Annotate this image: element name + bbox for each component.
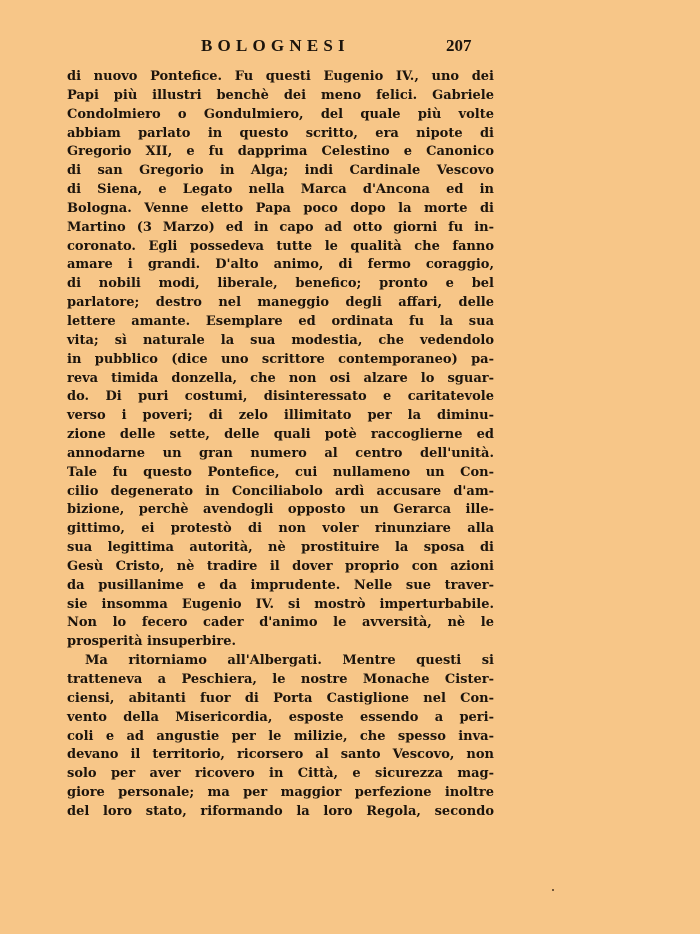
text-line: Bologna. Venne eletto Papa poco dopo la morte di — [67, 200, 494, 216]
text-line: Martino (3 Marzo) ed in capo ad otto giorni fu in- — [67, 219, 494, 235]
page-number: 207 — [446, 36, 472, 55]
text-line: del loro stato, riformando la loro Regola, secondo — [67, 803, 494, 819]
text-line: bizione, perchè avendogli opposto un Gerarca ille- — [67, 502, 494, 518]
text-line: di san Gregorio in Alga; indi Cardinale Vescovo — [67, 163, 494, 179]
text-line: da pusillanime e da imprudente. Nelle sue traver- — [67, 577, 494, 593]
text-line: sie insomma Eugenio IV. si mostrò imperturbabile. — [67, 596, 494, 612]
body-text — [67, 68, 494, 822]
text-line: do. Di puri costumi, disinteressato e caritatevole — [67, 389, 494, 405]
text-line: abbiam parlato in questo scritto, era nipote di — [67, 125, 494, 141]
text-line: lettere amante. Esemplare ed ordinata fu la sua — [67, 313, 494, 329]
text-line: verso i poveri; di zelo illimitato per la diminu- — [67, 408, 494, 424]
text-line: di Siena, e Legato nella Marca d'Ancona ed in — [67, 182, 494, 198]
paragraph-start-line: Ma ritorniamo all'Albergati. Mentre questi si — [85, 653, 494, 669]
text-line: Non lo fecero cader d'animo le avversità, nè le — [67, 615, 494, 631]
text-line: parlatore; destro nel maneggio degli affari, delle — [67, 295, 494, 311]
text-line: tratteneva a Peschiera, le nostre Monache Cister- — [67, 672, 494, 687]
text-line: Condolmiero o Gondulmiero, del quale più volte — [67, 106, 494, 122]
text-line: gittimo, ei protestò di non voler rinunziare alla — [67, 521, 494, 537]
text-line: solo per aver ricovero in Città, e sicurezza mag- — [67, 766, 494, 782]
text-line: Papi più illustri benchè dei meno felici. Gabriele — [67, 87, 494, 103]
text-line: vita; sì naturale la sua modestia, che vedendolo — [67, 332, 494, 348]
paragraph-end-line: prosperità insuperbire. — [67, 634, 237, 650]
text-line: devano il territorio, ricorsero al santo Vescovo, non — [67, 747, 494, 763]
text-line: zione delle sette, delle quali potè raccoglierne ed — [67, 427, 494, 443]
text-line: vento della Misericordia, esposte essendo a peri- — [67, 709, 494, 725]
text-line: cilio degenerato in Conciliabolo ardì accusare d'am- — [67, 483, 494, 499]
text-line: coronato. Egli possedeva tutte le qualità che fanno — [67, 238, 494, 254]
text-line: di nuovo Pontefice. Fu questi Eugenio IV., uno dei — [67, 69, 494, 84]
text-line: Tale fu questo Pontefice, cui nullameno un Con- — [67, 464, 494, 480]
text-line: ciensi, abitanti fuor di Porta Castiglione nel Con- — [67, 690, 494, 706]
text-line: reva timida donzella, che non osi alzare lo sguar- — [67, 370, 494, 386]
paper-speck — [552, 889, 554, 891]
text-line: amare i grandi. D'alto animo, di fermo coraggio, — [67, 257, 494, 273]
text-line: giore personale; ma per maggior perfezione inoltre — [67, 785, 494, 801]
text-line: di nobili modi, liberale, benefico; pronto e bel — [67, 276, 494, 292]
text-line: annodarne un gran numero al centro dell'unità. — [67, 445, 494, 461]
text-line: Gesù Cristo, nè tradire il dover proprio con azioni — [67, 558, 494, 574]
text-line: in pubblico (dice uno scrittore contemporaneo) pa- — [67, 351, 494, 367]
text-line: sua legittima autorità, nè prostituire la sposa di — [67, 540, 494, 556]
text-line: Gregorio XII, e fu dapprima Celestino e Canonico — [67, 144, 494, 160]
text-line: coli e ad angustie per le milizie, che spesso inva- — [67, 728, 494, 744]
running-head: BOLOGNESI — [201, 36, 350, 55]
